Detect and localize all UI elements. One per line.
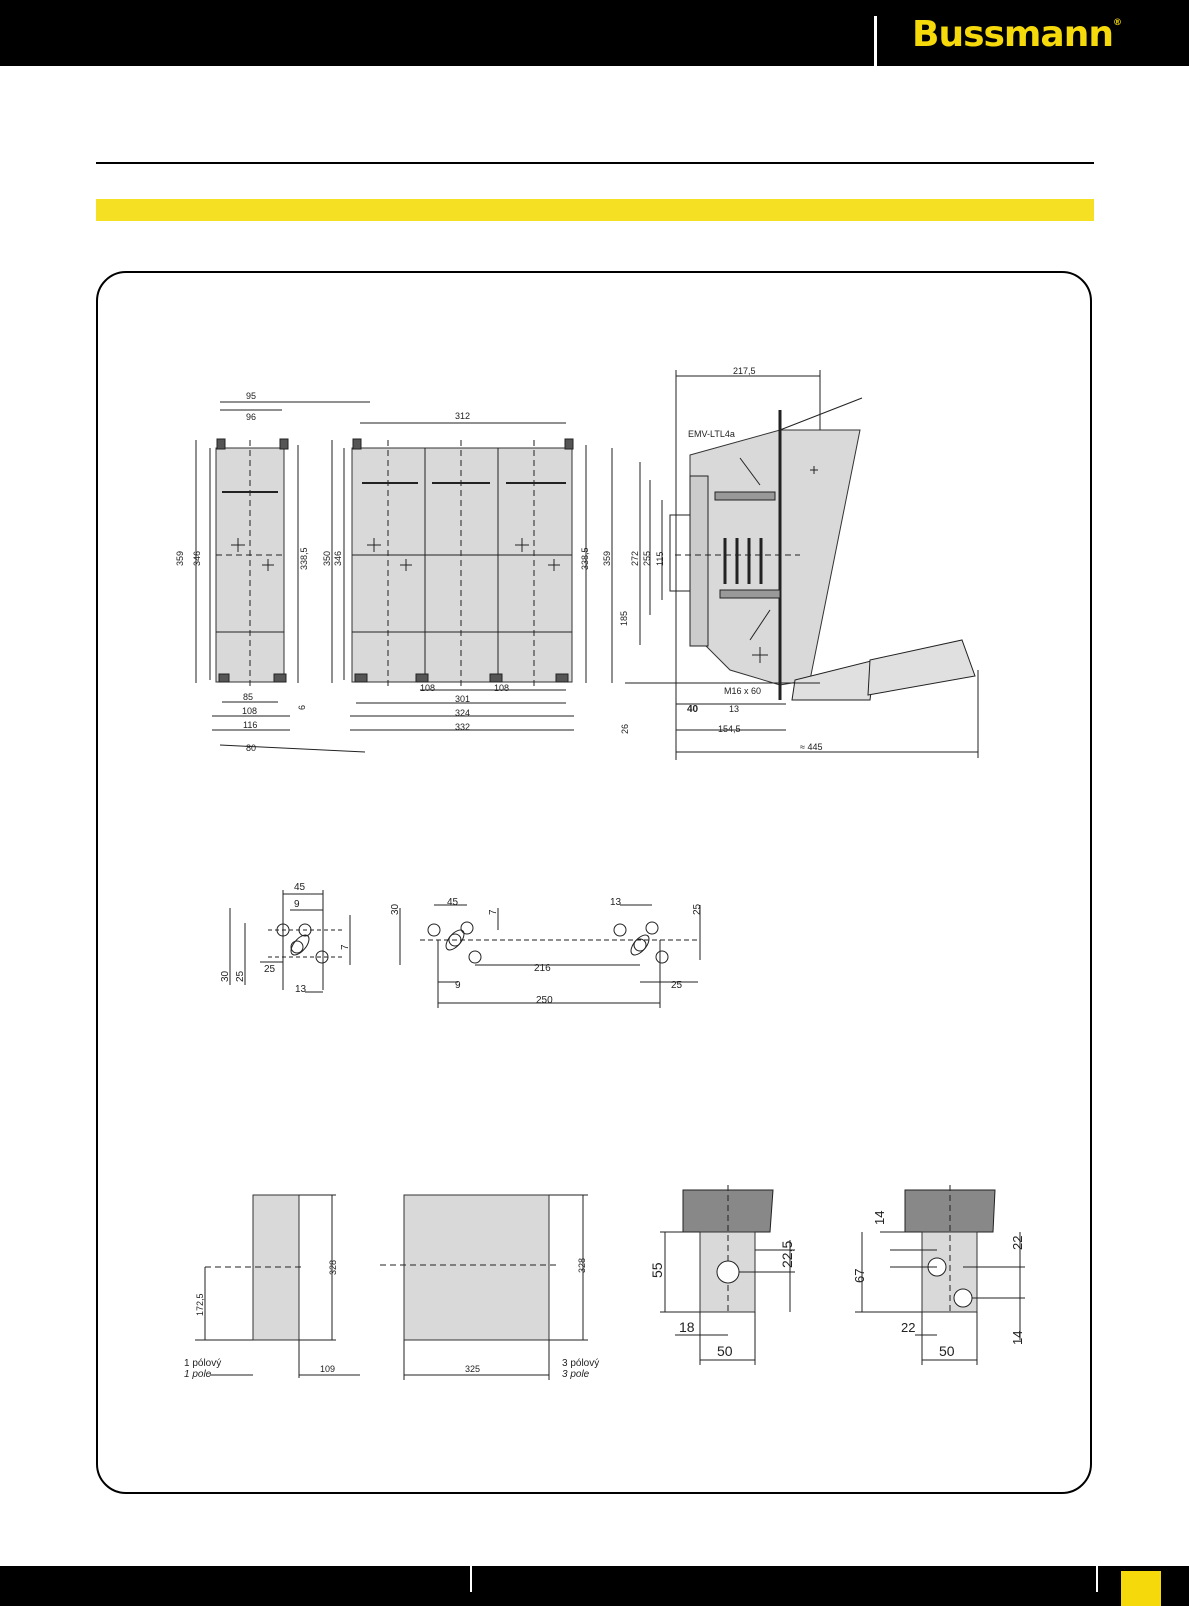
dim-445: ≈ 445 [800,742,823,752]
dim-272: 272 [630,550,640,566]
dim-255: 255 [642,550,652,566]
dim-154-5: 154,5 [718,724,741,734]
cut1-label-en: 1 pole [184,1369,212,1380]
hole-b-25-b: 25 [671,980,683,991]
dim-85: 85 [243,692,254,702]
dim-338-5-b: 338,5 [580,547,590,570]
hole-a-25-b: 25 [264,964,276,975]
cutout-single-pole [195,1195,360,1378]
registered-mark: ® [1113,18,1121,28]
cut1-172-5: 172,5 [195,1293,205,1316]
hole-b-9: 9 [455,980,461,991]
hole-a-25: 25 [235,970,246,982]
term2-22-a: 22 [1010,1235,1025,1250]
cut3-label-en: 3 pole [562,1369,590,1380]
hole-b-25: 25 [692,903,703,915]
hole-b-216: 216 [534,963,551,974]
hole-a-9: 9 [294,899,300,910]
term2-14-b: 14 [1010,1330,1025,1345]
dim-359-side: 359 [602,550,612,566]
terminal-single-hole [660,1185,795,1365]
dim-301: 301 [455,694,471,704]
dim-116: 116 [243,720,258,730]
term1-50: 50 [717,1343,733,1359]
dim-26: 26 [620,723,630,734]
dim-96: 96 [246,412,257,422]
footer-bar [0,1566,1189,1606]
dim-338-5-a: 338,5 [299,547,309,570]
cut3-325: 325 [465,1364,481,1374]
term1-55: 55 [649,1262,665,1278]
dim-346-b: 346 [333,550,343,566]
hole-a-45: 45 [294,882,306,893]
hole-a-13: 13 [295,984,307,995]
dim-217-5: 217,5 [733,366,756,376]
dim-108-a: 108 [420,683,436,693]
cut3-328: 328 [577,1257,587,1273]
cut3-label-cz: 3 pólový [562,1358,600,1369]
dim-108: 108 [242,706,258,716]
dim-115: 115 [655,551,665,566]
hole-b-250: 250 [536,995,553,1006]
label-bolt-m16: M16 x 60 [724,686,762,696]
label-emv-ltl4a: EMV-LTL4a [688,429,735,439]
term2-14-a: 14 [872,1210,887,1225]
dim-80: 80 [246,743,257,753]
dim-95: 95 [246,391,257,401]
dim-6: 6 [297,704,307,710]
cut1-109: 109 [320,1364,336,1374]
term1-22-5: 22,5 [779,1240,795,1268]
dim-40: 40 [687,704,699,715]
dim-350: 350 [322,550,332,566]
hole-a-30: 30 [220,970,231,982]
hole-pattern-three [400,905,700,1008]
cutout-three-pole [380,1195,588,1380]
dim-312: 312 [455,411,471,421]
hole-b-30: 30 [390,903,401,915]
footer-divider-left [470,1566,472,1592]
term2-22-b: 22 [901,1320,916,1335]
dim-346: 346 [192,550,202,566]
cut1-label-cz: 1 pólový [184,1358,222,1369]
hole-b-45: 45 [447,897,459,908]
hole-b-7: 7 [488,909,499,915]
logo-text: Bussmann [912,14,1113,55]
footer-divider-right [1096,1566,1098,1592]
cut1-328: 328 [328,1259,338,1275]
dim-359: 359 [175,550,185,566]
dim-185: 185 [619,610,629,626]
side-view [612,370,978,760]
page-number-box [1121,1571,1161,1606]
term2-50: 50 [939,1343,955,1359]
dim-324: 324 [455,708,471,718]
front-view-three-pole [332,423,586,730]
term1-18: 18 [679,1319,695,1335]
term2-67: 67 [852,1268,867,1283]
dim-108-b: 108 [494,683,510,693]
hole-a-7: 7 [340,944,351,950]
hole-pattern-single [230,890,350,992]
dim-332: 332 [455,722,471,732]
hole-b-13: 13 [610,897,622,908]
dim-13-side: 13 [729,704,740,714]
